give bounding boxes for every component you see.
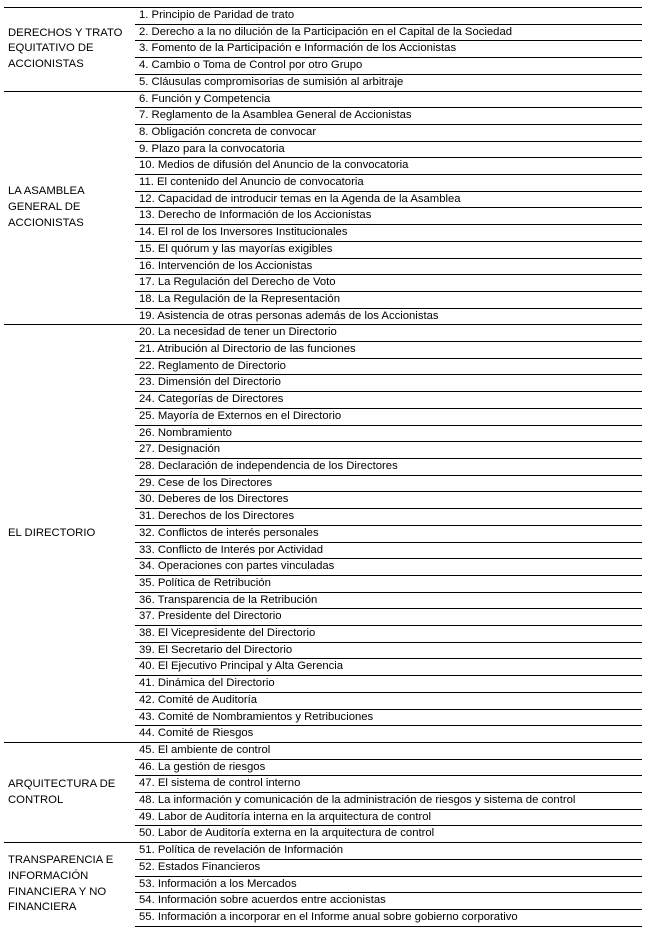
table-row: [4, 91, 642, 108]
table-row: [4, 8, 642, 25]
principle-item: 39. El Secretario del Directorio: [135, 642, 642, 659]
principle-item: 47. El sistema de control interno: [135, 776, 642, 793]
principle-item: 2. Derecho a la no dilución de la Participación en el Capital de la Sociedad: [135, 24, 642, 41]
principle-item: 17. La Regulación del Derecho de Voto: [135, 275, 642, 292]
category-label: EL DIRECTORIO: [4, 325, 135, 743]
principle-item: 48. La información y comunicación de la administración de riesgos y sistema de control: [135, 793, 642, 810]
table-row: [4, 843, 642, 860]
principle-item: 6. Función y Competencia: [135, 91, 642, 108]
principle-item: 21. Atribución al Directorio de las funciones: [135, 342, 642, 359]
principle-item: 20. La necesidad de tener un Directorio: [135, 325, 642, 342]
principle-item: 51. Política de revelación de Información: [135, 843, 642, 860]
principle-item: 1. Principio de Paridad de trato: [135, 8, 642, 25]
principle-item: 34. Operaciones con partes vinculadas: [135, 559, 642, 576]
principle-item: 23. Dimensión del Directorio: [135, 375, 642, 392]
principle-item: 49. Labor de Auditoría interna en la arquitectura de control: [135, 809, 642, 826]
category-label: TRANSPARENCIA E INFORMACIÓN FINANCIERA Y NO FINANCIERA: [4, 843, 135, 927]
principle-item: 40. El Ejecutivo Principal y Alta Gerencia: [135, 659, 642, 676]
principle-item: 36. Transparencia de la Retribución: [135, 592, 642, 609]
principle-item: 8. Obligación concreta de convocar: [135, 124, 642, 141]
principle-item: 15. El quórum y las mayorías exigibles: [135, 241, 642, 258]
table-row: [4, 742, 642, 759]
principles-table: [4, 7, 642, 927]
principle-item: 33. Conflicto de Interés por Actividad: [135, 542, 642, 559]
section: [4, 742, 642, 842]
principle-item: 45. El ambiente de control: [135, 742, 642, 759]
principle-item: 37. Presidente del Directorio: [135, 609, 642, 626]
principle-item: 5. Cláusulas compromisorias de sumisión al arbitraje: [135, 74, 642, 91]
principle-item: 35. Política de Retribución: [135, 575, 642, 592]
principle-item: 10. Medios de difusión del Anuncio de la convocatoria: [135, 158, 642, 175]
principle-item: 52. Estados Financieros: [135, 859, 642, 876]
principle-item: 18. La Regulación de la Representación: [135, 291, 642, 308]
principle-item: 30. Deberes de los Directores: [135, 492, 642, 509]
principle-item: 27. Designación: [135, 442, 642, 459]
principle-item: 4. Cambio o Toma de Control por otro Grupo: [135, 58, 642, 75]
principle-item: 31. Derechos de los Directores: [135, 509, 642, 526]
category-label: ARQUITECTURA DE CONTROL: [4, 742, 135, 842]
principle-item: 29. Cese de los Directores: [135, 475, 642, 492]
table-row: [4, 325, 642, 342]
principle-item: 22. Reglamento de Directorio: [135, 358, 642, 375]
principle-item: 44. Comité de Riesgos: [135, 726, 642, 743]
principle-item: 11. El contenido del Anuncio de convocatoria: [135, 175, 642, 192]
principle-item: 25. Mayoría de Externos en el Directorio: [135, 408, 642, 425]
principle-item: 19. Asistencia de otras personas además de los Accionistas: [135, 308, 642, 325]
principle-item: 54. Información sobre acuerdos entre accionistas: [135, 893, 642, 910]
principle-item: 9. Plazo para la convocatoria: [135, 141, 642, 158]
principle-item: 26. Nombramiento: [135, 425, 642, 442]
section: [4, 91, 642, 325]
principle-item: 28. Declaración de independencia de los Directores: [135, 458, 642, 475]
principle-item: 41. Dinámica del Directorio: [135, 676, 642, 693]
section: [4, 325, 642, 743]
principle-item: 32. Conflictos de interés personales: [135, 525, 642, 542]
principle-item: 38. El Vicepresidente del Directorio: [135, 626, 642, 643]
principle-item: 42. Comité de Auditoría: [135, 692, 642, 709]
section: [4, 8, 642, 92]
principle-item: 24. Categorías de Directores: [135, 392, 642, 409]
principle-item: 3. Fomento de la Participación e Información de los Accionistas: [135, 41, 642, 58]
principle-item: 50. Labor de Auditoría externa en la arquitectura de control: [135, 826, 642, 843]
principle-item: 7. Reglamento de la Asamblea General de Accionistas: [135, 108, 642, 125]
category-label: DERECHOS Y TRATO EQUITATIVO DE ACCIONISTAS: [4, 8, 135, 92]
principle-item: 46. La gestión de riesgos: [135, 759, 642, 776]
principle-item: 53. Información a los Mercados: [135, 876, 642, 893]
principle-item: 13. Derecho de Información de los Accionistas: [135, 208, 642, 225]
principle-item: 14. El rol de los Inversores Institucionales: [135, 225, 642, 242]
category-label: LA ASAMBLEA GENERAL DE ACCIONISTAS: [4, 91, 135, 325]
principle-item: 43. Comité de Nombramientos y Retribuciones: [135, 709, 642, 726]
section: [4, 843, 642, 927]
principle-item: 16. Intervención de los Accionistas: [135, 258, 642, 275]
principle-item: 12. Capacidad de introducir temas en la Agenda de la Asamblea: [135, 191, 642, 208]
principle-item: 55. Información a incorporar en el Informe anual sobre gobierno corporativo: [135, 909, 642, 926]
